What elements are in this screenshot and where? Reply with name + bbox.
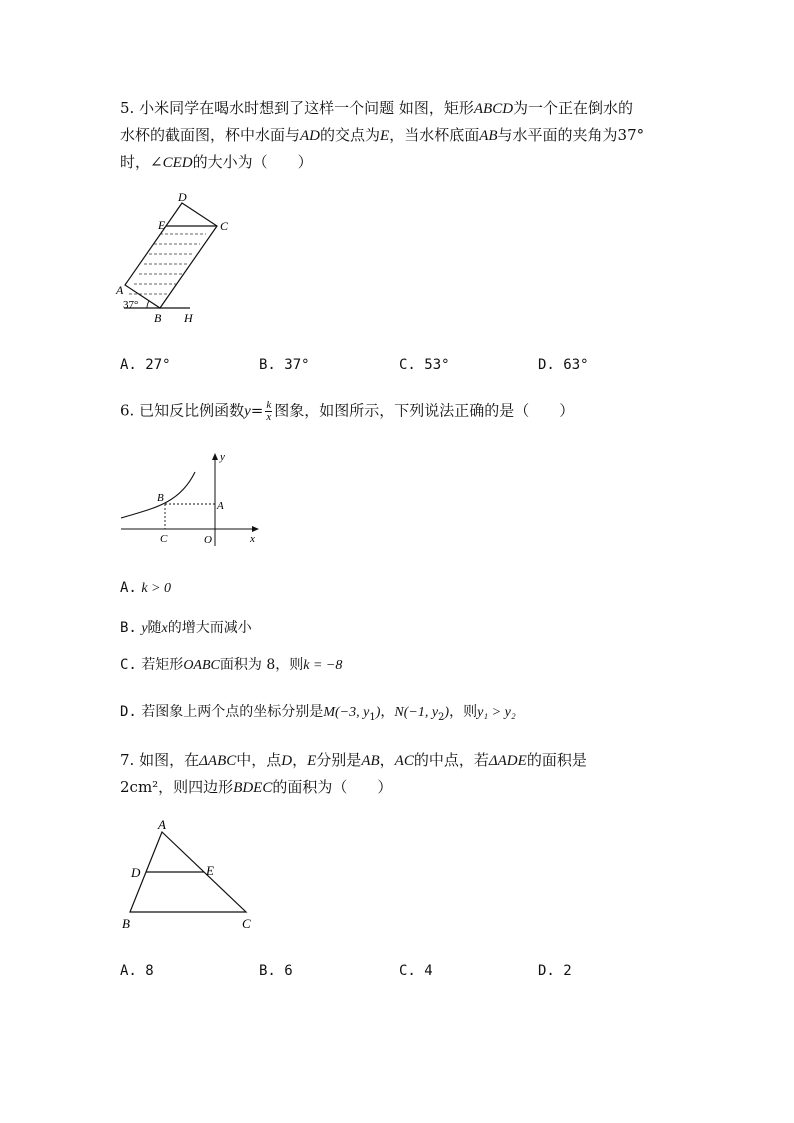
q7-ab: AB bbox=[361, 753, 380, 769]
q6-option-d-sep: ， bbox=[380, 704, 395, 720]
q5-label-e: E bbox=[158, 218, 166, 232]
q5-text: 时，∠ bbox=[120, 153, 163, 171]
q5-ad: AD bbox=[300, 128, 321, 144]
q5-line-3 bbox=[120, 152, 313, 173]
q5-ced: CED bbox=[162, 155, 193, 171]
q6-option-b-text: 的增大而减小 bbox=[167, 620, 252, 636]
q7-text: 的面积为（ ） bbox=[272, 778, 393, 796]
q7-ac: AC bbox=[394, 753, 414, 769]
q7-e: E bbox=[307, 753, 317, 769]
q6-line-1 bbox=[120, 400, 574, 423]
q5-text: 与水平面的夹角为37° bbox=[497, 126, 645, 144]
q7-option-a[interactable]: A. 8 bbox=[120, 963, 154, 979]
q6-option-b-text: 随 bbox=[147, 620, 162, 636]
q7-line-2 bbox=[120, 777, 392, 798]
q5-label-h: H bbox=[184, 311, 193, 325]
q5-label-d: D bbox=[178, 190, 187, 204]
q6-option-a[interactable] bbox=[120, 578, 171, 599]
q5-figure bbox=[110, 188, 260, 328]
q6-option-d[interactable]: D. 若图象上两个点的坐标分别是M(−3, $y_1$)，N(−1, $y_2$)，则y₁ > y₂ bbox=[120, 704, 516, 723]
q7-label-e: E bbox=[206, 863, 214, 878]
q6-option-d-then: ，则 bbox=[449, 704, 478, 720]
q6-option-d-compare: y₁ > y₂ bbox=[477, 705, 516, 720]
q7-d: D bbox=[281, 753, 293, 769]
q7-bdec: BDEC bbox=[233, 780, 273, 796]
q7-text: 如图，在 bbox=[139, 751, 200, 769]
q5-label-a: A bbox=[116, 283, 124, 297]
q5-label-c: C bbox=[220, 219, 229, 233]
q7-label-b: B bbox=[122, 916, 130, 931]
q7-comma: ， bbox=[379, 751, 395, 769]
q5-rectangle bbox=[125, 203, 217, 308]
q6-y: y bbox=[244, 403, 251, 420]
q5-label-b: B bbox=[154, 311, 162, 325]
q5-option-a[interactable]: A. 27° bbox=[120, 357, 171, 373]
q6-eq: = bbox=[250, 401, 264, 420]
q6-option-d-text: 若图象上两个点的坐标分别是 bbox=[141, 704, 324, 720]
q6-x: x bbox=[266, 411, 272, 423]
q5-text: ，当水杯底面 bbox=[389, 126, 480, 144]
q6-option-c-text: 面积为 8，则 bbox=[219, 657, 304, 673]
q7-line-1 bbox=[120, 750, 587, 771]
q5-abcd: ABCD bbox=[473, 101, 514, 117]
q5-text: 的大小为（ ） bbox=[192, 153, 313, 171]
q6-label-c: C bbox=[160, 533, 168, 545]
q7-label-c: C bbox=[242, 916, 251, 931]
q6-label-y: y bbox=[220, 451, 225, 463]
q6-option-d-m-coords: (−3, y bbox=[334, 705, 370, 720]
q7-text: 的中点，若 bbox=[413, 751, 489, 769]
q6-option-d-n-coords: (−1, y bbox=[403, 705, 439, 720]
q6-option-c-oabc: OABC bbox=[183, 658, 220, 673]
q7-tri-ade: ΔADE bbox=[488, 753, 527, 769]
q7-figure bbox=[118, 818, 268, 938]
q7-text: 中，点 bbox=[236, 751, 282, 769]
q6-figure bbox=[115, 448, 265, 548]
q6-number: 6. bbox=[120, 401, 135, 420]
q5-line-1 bbox=[120, 98, 633, 119]
q6-label-a: A bbox=[217, 500, 224, 512]
q7-option-c[interactable]: C. 4 bbox=[399, 963, 433, 979]
q6-option-a-math: k > 0 bbox=[141, 581, 171, 596]
q6-option-b-label: B. bbox=[120, 620, 137, 636]
q6-option-b-y: y bbox=[141, 621, 148, 636]
q6-x-arrow bbox=[252, 526, 259, 532]
q6-k: k bbox=[266, 399, 272, 411]
q5-line-2 bbox=[120, 125, 644, 146]
q7-option-d[interactable]: D. 2 bbox=[538, 963, 572, 979]
q6-option-b[interactable] bbox=[120, 618, 252, 639]
q5-text: 小米同学在喝水时想到了这样一个问题 如图，矩形 bbox=[139, 99, 474, 117]
q6-option-c-label: C. bbox=[120, 657, 137, 673]
q5-option-b[interactable]: B. 37° bbox=[259, 357, 310, 373]
q6-label-o: O bbox=[204, 534, 212, 546]
q5-e: E bbox=[380, 128, 390, 144]
q5-label-angle: 37° bbox=[123, 299, 139, 311]
q6-option-b-x: x bbox=[161, 621, 168, 636]
q5-option-d[interactable]: D. 63° bbox=[538, 357, 589, 373]
q5-water-hatch bbox=[129, 234, 206, 294]
q7-label-a: A bbox=[158, 817, 166, 832]
q6-option-d-label: D. bbox=[120, 704, 137, 720]
q5-text: 的交点为 bbox=[320, 126, 381, 144]
q7-label-d: D bbox=[131, 865, 141, 880]
q7-number: 7. bbox=[120, 751, 135, 769]
q6-text: 图象，如图所示，下列说法正确的是（ ） bbox=[274, 401, 575, 420]
q6-fraction bbox=[265, 400, 272, 423]
q6-option-a-label: A. bbox=[120, 580, 137, 596]
q6-option-d-n: N bbox=[394, 705, 404, 720]
q6-label-b: B bbox=[157, 492, 164, 504]
q7-comma: ， bbox=[292, 751, 308, 769]
q6-label-x: x bbox=[250, 533, 255, 545]
q5-angle-arc bbox=[147, 301, 149, 308]
q6-y-arrow bbox=[212, 453, 218, 460]
q6-option-c-math: k = −8 bbox=[303, 658, 343, 673]
q6-text: 已知反比例函数 bbox=[139, 401, 245, 420]
q5-option-c[interactable]: C. 53° bbox=[399, 357, 450, 373]
q7-tri-abc: ΔABC bbox=[199, 753, 237, 769]
q5-text: 为一个正在倒水的 bbox=[513, 99, 634, 117]
q6-option-c-text: 若矩形 bbox=[141, 657, 184, 673]
q7-text: 的面积是 bbox=[526, 751, 587, 769]
q7-text: 2cm²，则四边形 bbox=[120, 778, 234, 796]
q7-text: 分别是 bbox=[316, 751, 362, 769]
q5-text: 水杯的截面图，杯中水面与 bbox=[120, 126, 301, 144]
q5-ab: AB bbox=[479, 128, 498, 144]
q6-option-d-m: M bbox=[323, 705, 335, 720]
q6-option-c[interactable] bbox=[120, 655, 342, 676]
q7-option-b[interactable]: B. 6 bbox=[259, 963, 293, 979]
q5-number: 5. bbox=[120, 99, 135, 117]
